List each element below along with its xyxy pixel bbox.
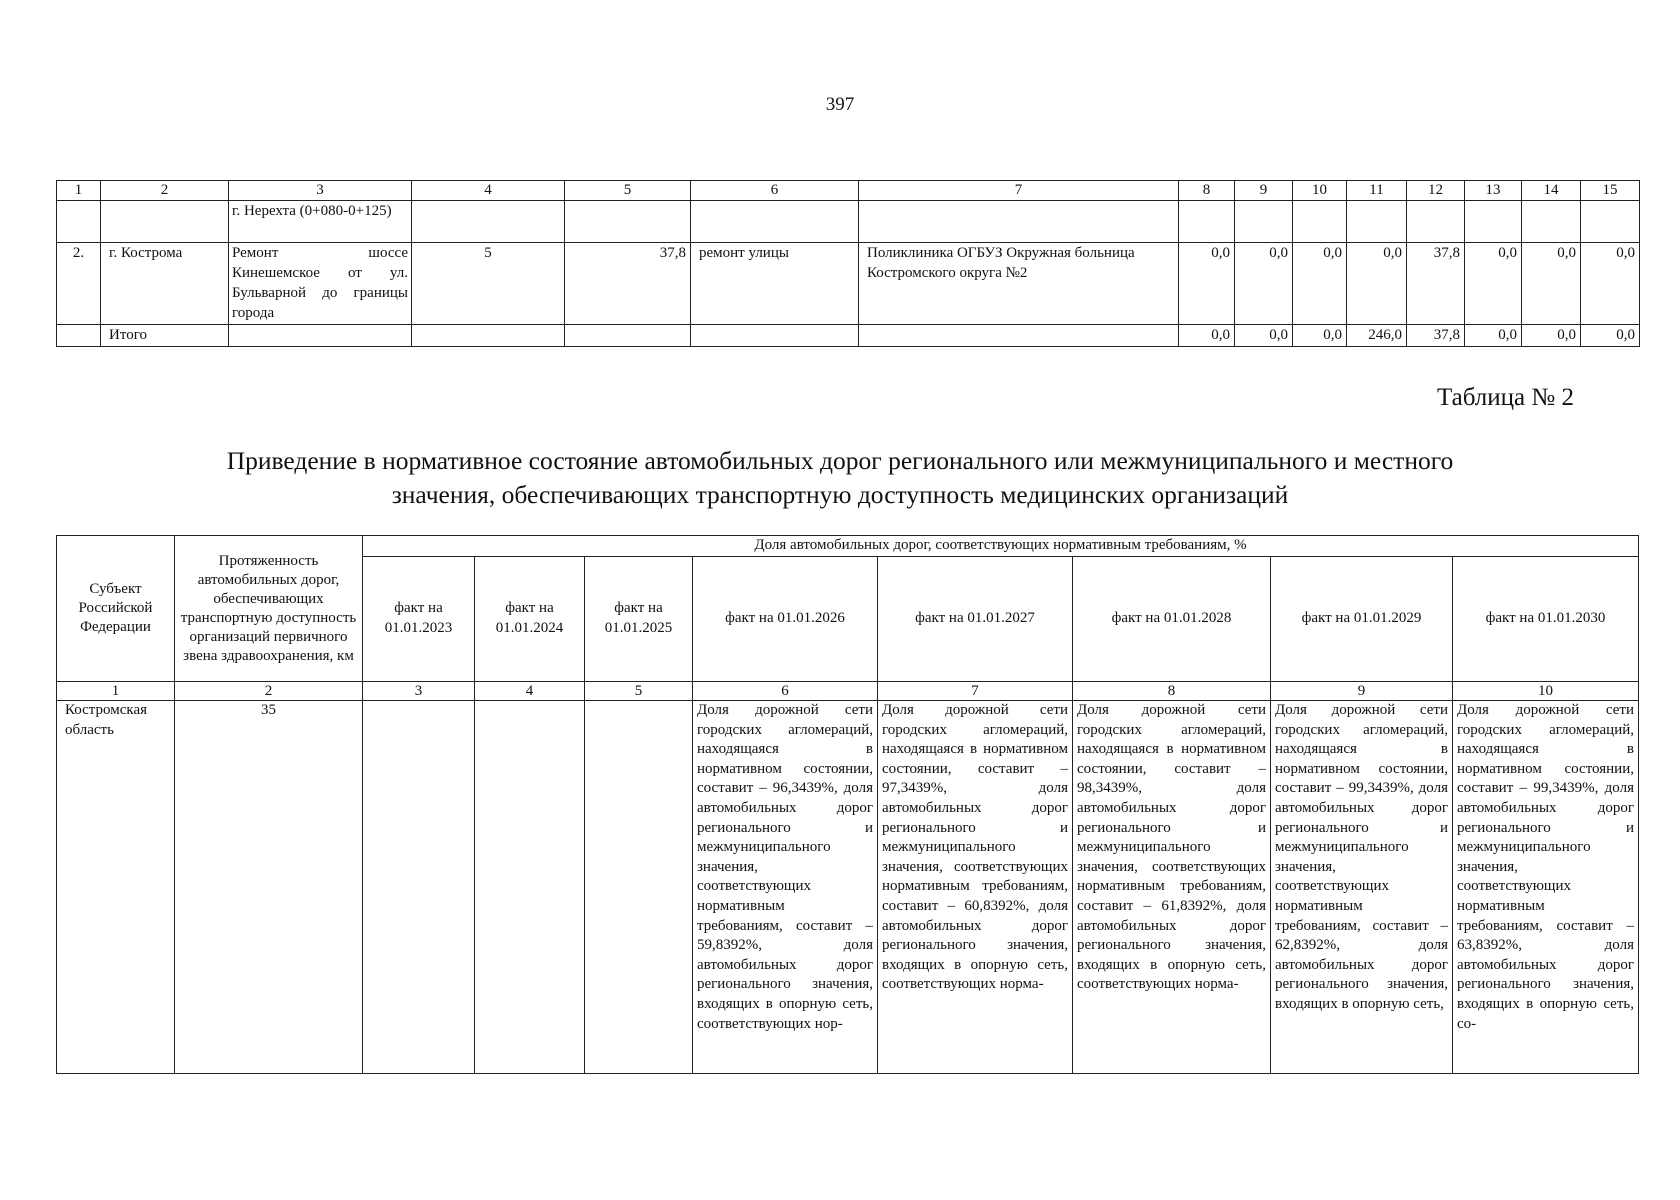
total-value: 0,0 (1293, 325, 1347, 347)
total-value: 0,0 (1179, 325, 1235, 347)
column-number: 12 (1407, 181, 1465, 201)
title-line-2: значения, обеспечивающих транспортную доступность медицинских организаций (391, 480, 1289, 509)
year-header: факт на 01.01.2028 (1073, 557, 1271, 682)
year-header: факт на 01.01.2025 (585, 557, 693, 682)
total-value: 37,8 (1407, 325, 1465, 347)
column-number-row (57, 682, 1639, 701)
total-label: Итого (101, 325, 229, 347)
column-number: 4 (412, 181, 565, 201)
target-2028-cell: Доля дорожной сети городских агломераций, находящаяся в нормативном состоянии, составит – 98,3439%, доля автомобильных дорог регионального и межмуниципального значения, соответствующих нормативным требованиям, составит – 61,8392%, доля автомобильных дорог регионального значения, входящих в опорную сеть, соответствующих норма- (1077, 702, 1266, 993)
column-number: 1 (57, 682, 175, 701)
column-number: 15 (1581, 181, 1640, 201)
total-value: 0,0 (1522, 325, 1581, 347)
column-number: 5 (585, 682, 693, 701)
column-number: 3 (363, 682, 475, 701)
year-header: факт на 01.01.2030 (1453, 557, 1639, 682)
table-row (57, 201, 1640, 243)
year-header: факт на 01.01.2029 (1271, 557, 1453, 682)
object-cell: Ремонт шоссе Кинешемское от ул. Бульварной до границы города (229, 243, 412, 325)
work-type-cell: ремонт улицы (691, 243, 859, 325)
value-cell: 0,0 (1347, 243, 1407, 325)
column-number: 9 (1235, 181, 1293, 201)
column-number: 8 (1073, 682, 1271, 701)
column-number: 2 (175, 682, 363, 701)
target-2029-cell: Доля дорожной сети городских агломераций, находящаяся в нормативном состоянии, составит – 99,3439%, доля автомобильных дорог регионального и межмуниципального значения, соответствующих нормативным требованиям, составит – 62,8392%, доля автомобильных дорог регионального значения, входящих в опорную сеть, (1275, 702, 1448, 1012)
column-number: 13 (1465, 181, 1522, 201)
total-value: 0,0 (1581, 325, 1640, 347)
length-column-header: Протяженность автомобильных дорог, обеспечивающих транспортную доступность организаций первичного звена здравоохранения, км (175, 536, 363, 682)
year-header: факт на 01.01.2027 (878, 557, 1073, 682)
column-number: 2 (101, 181, 229, 201)
column-number: 6 (693, 682, 878, 701)
target-2026-cell: Доля дорожной сети городских агломераций, находящаяся в нормативном состоянии, составит – 96,3439%, доля автомобильных дорог регионального и межмуниципального значения, соответствующих нормативным требованиям, составит – 59,8392%, доля автомобильных дорог регионального значения, входящих в опорную сеть, соответствующих нор- (697, 702, 873, 1032)
value-cell: 0,0 (1581, 243, 1640, 325)
table-2 (56, 535, 1639, 1074)
column-number: 5 (565, 181, 691, 201)
year-header: факт на 01.01.2024 (475, 557, 585, 682)
column-number: 4 (475, 682, 585, 701)
year-header: факт на 01.01.2026 (693, 557, 878, 682)
length-cell: 35 (175, 701, 363, 1074)
row-number: 2. (57, 243, 101, 325)
column-number: 7 (878, 682, 1073, 701)
column-number: 6 (691, 181, 859, 201)
column-number: 3 (229, 181, 412, 201)
value-cell: 37,8 (565, 243, 691, 325)
object-cell: г. Нерехта (0+080-0+125) (229, 201, 412, 243)
total-row (57, 325, 1640, 347)
value-cell: 0,0 (1522, 243, 1581, 325)
table-1 (56, 180, 1640, 347)
table-title (60, 444, 1620, 512)
total-value: 0,0 (1235, 325, 1293, 347)
column-number: 11 (1347, 181, 1407, 201)
total-value: 246,0 (1347, 325, 1407, 347)
value-cell: 37,8 (1407, 243, 1465, 325)
value-cell: 0,0 (1293, 243, 1347, 325)
value-cell: 0,0 (1465, 243, 1522, 325)
subject-cell: Костромская область (57, 701, 175, 1074)
group-header: Доля автомобильных дорог, соответствующих нормативным требованиям, % (363, 536, 1639, 557)
total-value: 0,0 (1465, 325, 1522, 347)
column-number: 1 (57, 181, 101, 201)
city-cell: г. Кострома (101, 243, 229, 325)
table-caption: Таблица № 2 (1436, 384, 1574, 411)
column-number: 9 (1271, 682, 1453, 701)
column-number: 7 (859, 181, 1179, 201)
organization-cell: Поликлиника ОГБУЗ Окружная больница Костромского округа №2 (859, 243, 1179, 325)
subject-column-header: Субъект Российской Федерации (57, 536, 175, 682)
page-number: 397 (825, 94, 855, 115)
target-2030-cell: Доля дорожной сети городских агломераций, находящаяся в нормативном состоянии, составит – 99,3439%, доля автомобильных дорог регионального и межмуниципального значения, соответствующих нормативным требованиям, составит – 63,8392%, доля автомобильных дорог регионального значения, входящих в опорную сеть, со- (1457, 702, 1634, 1032)
column-number: 14 (1522, 181, 1581, 201)
table-row (57, 701, 1639, 1074)
value-cell: 0,0 (1235, 243, 1293, 325)
title-line-1: Приведение в нормативное состояние автомобильных дорог регионального или межмуниципального и местного (226, 446, 1454, 475)
table-1-column-numbers (57, 181, 1640, 201)
year-header: факт на 01.01.2023 (363, 557, 475, 682)
table-row (57, 243, 1640, 325)
column-number: 8 (1179, 181, 1235, 201)
value-cell: 5 (412, 243, 565, 325)
column-number: 10 (1293, 181, 1347, 201)
column-number: 10 (1453, 682, 1639, 701)
target-2027-cell: Доля дорожной сети городских агломераций, находящаяся в нормативном состоянии, составит – 97,3439%, доля автомобильных дорог регионального и межмуниципального значения, соответствующих нормативным требованиям, составит – 60,8392%, доля автомобильных дорог регионального значения, входящих в опорную сеть, соответствующих норма- (882, 702, 1068, 993)
value-cell: 0,0 (1179, 243, 1235, 325)
